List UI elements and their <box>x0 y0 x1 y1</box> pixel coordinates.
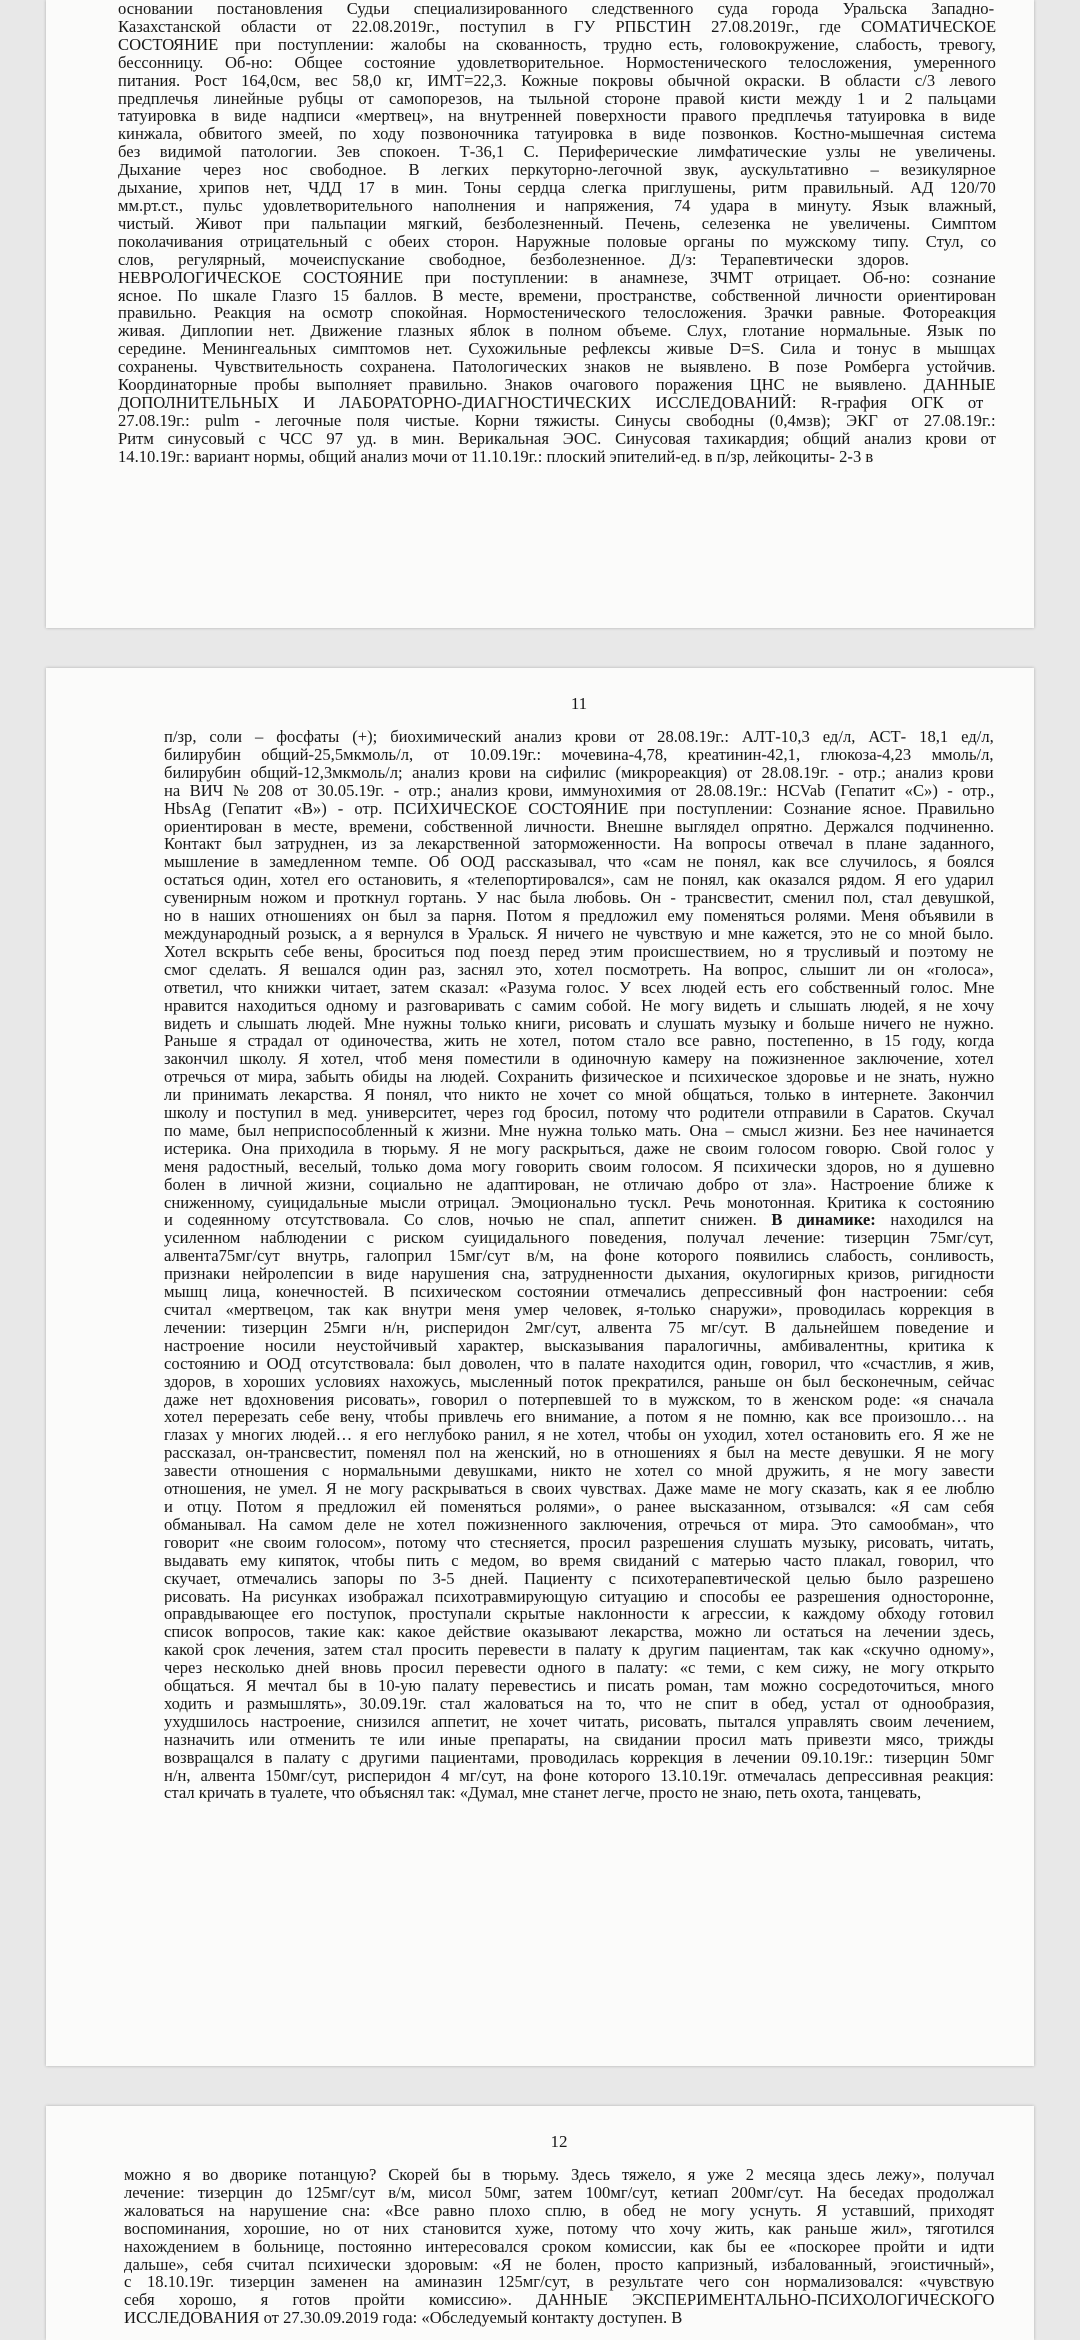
text-line: обманывал. На самом деле не хотел пожизненного заключения, отречься от мира. Это самообман», что <box>164 1515 994 1534</box>
page-text <box>118 0 996 466</box>
text-line: сувенирным ножом и проткнул гортань. У нас была любовь. Он - трансвестит, сменил пол, стал девушкой, <box>164 889 994 908</box>
text-line: на ВИЧ № 208 от 30.05.19г. - отр.; анализ крови, иммунохимия от 28.08.19г.: HCVab (Гепатит «С») - отр., <box>164 781 994 800</box>
text-line: какой срок лечения, затем стал просить перевести в палату к другим пациентам, так как «скучно одному», <box>164 1641 994 1660</box>
text-line: билирубин общий-25,5мкмоль/л, от 10.09.19г.: мочевина-4,78, креатинин-42,1, глюкоза-4,23 ммоль/л, <box>164 745 994 764</box>
text-line: НЕВРОЛОГИЧЕСКОЕ СОСТОЯНИЕ при поступлении: в анамнезе, ЗЧМТ отрицает. Об-но: сознание <box>118 268 996 287</box>
page-text <box>164 728 994 1802</box>
text-line: по маме, был неприспособленный к жизни. Мне нужна только мать. Она – смысл жизни. Без нее начинается <box>164 1121 994 1140</box>
text-line: видеть и слышать людей. Мне нужны только книги, рисовать и слушать музыку и больше ничего не нужно. <box>164 1014 994 1033</box>
text-line: алвента75мг/сут внутрь, галоприл 15мг/сут в/м, на фоне которого появились слабость, сонливость, <box>164 1247 994 1266</box>
text-line: глазах у многих людей… я его неглубоко ранил, я не хотел, чтобы он уходил, хотел остановить его. Я же не <box>164 1426 994 1445</box>
text-line: ИССЛЕДОВАНИЯ от 27.30.09.2019 года: «Обследуемый контакту доступен. В <box>124 2309 683 2328</box>
text-line: остаться один, хотел его остановить, я «телепортировался», сам не понял, как оказался рядом. Я его ударил <box>164 871 994 890</box>
text-line: и содеянному отсутствовала. Со слов, ночью не спал, аппетит снижен. В динамике: находился на <box>164 1211 994 1230</box>
text-line: сниженному, суицидальные мысли отрицал. Эмоционально тускл. Речь монотонная. Критика к состоянию <box>164 1193 994 1212</box>
text-line: ли принимать лекарства. Я понял, что никто не хочет со мной общаться, только в интернете. Закончил <box>164 1086 994 1105</box>
text-line: дальше», себя считал психически здоровым: «Я не болен, просто капризный, избалованный, эгоистичный», <box>124 2255 994 2274</box>
text-line: п/зр, соли – фосфаты (+); биохимический анализ крови от 28.08.19г.: АЛТ-10,3 ед/л, АСТ- 18,1 ед/л, <box>164 728 994 746</box>
text-line: кинжала, обвитого змеей, по ходу позвоночника татуировка в виде позвонков. Костно-мышечная система <box>118 125 996 144</box>
text-line: Координаторные пробы выполняет правильно. Знаков очагового поражения ЦНС не выявлено. ДАННЫЕ <box>118 376 996 394</box>
text-line: мышц лица, конечностей. В психическом состоянии отмечались депрессивный фон настроении: себя <box>164 1283 994 1301</box>
text-line: н/н, алвента 150мг/сут, рисперидон 4 мг/сут, на фоне которого 13.10.19г. отмечалась депрессивная реакция: <box>164 1766 994 1785</box>
text-line: Хотел вскрыть себе вены, броситься под поезд перед этим происшествием, но я трусливый и поэтому не <box>164 942 994 961</box>
text-line: ориентирован в месте, времени, собственной личности. Внешне выглядел опрятно. Держался подчиненно. <box>164 817 994 836</box>
text-line: выдавать ему кипяток, чтобы пить с медом, во время свиданий с матерью часто плакал, говорил, что <box>164 1551 994 1570</box>
text-line: общаться. Я мечтал бы в 10-ую палату перевестись и писать роман, там можно сосредоточиться, много <box>164 1677 994 1695</box>
text-line: говорит «не своим голосом», потому что стесняется, просил разрешения слушать музыку, рисовать, читать, <box>164 1533 994 1552</box>
text-line: предплечья линейные рубцы от самопорезов, на тыльной стороне правой кисти между 1 и 2 пальцами <box>118 89 996 108</box>
text-line: Ритм синусовый с ЧСС 97 уд. в мин. Верикальная ЭОС. Синусовая тахикардия; общий анализ крови от <box>118 429 996 448</box>
text-line: без видимой патологии. Зев спокоен. Т-36,1 С. Периферические лимфатические узлы не увеличены. <box>118 143 996 162</box>
text-line: ясное. По шкале Глазго 15 баллов. В месте, времени, пространстве, собственной личности ориентирован <box>118 286 996 305</box>
text-line: список вопросов, такие как: какое действие оказывают лекарства, можно ли остаться на лечении здесь, <box>164 1623 994 1642</box>
text-line: ухудшилось настроение, снизился аппетит, не хочет читать, рисовать, пытался управлять своим лечением, <box>164 1712 994 1731</box>
text-line: поколачивания отрицательный с обеих сторон. Наружные половые органы по мужскому типу. Стул, со <box>118 232 996 251</box>
text-line: HbsAg (Гепатит «В») - отр. ПСИХИЧЕСКОЕ СОСТОЯНИЕ при поступлении: Сознание ясное. Правильно <box>164 799 994 818</box>
text-line: рассказал, он-трансвестит, поменял пол на женский, но в отношениях я был на месте девушки. Я не могу <box>164 1444 994 1463</box>
text-line: лечение: тизерцин до 125мг/сут в/м, мисол 50мг, затем 100мг/сут, кетиап 200мг/сут. На беседах продолжал <box>124 2183 994 2202</box>
text-line: правильно. Реакция на осмотр спокойная. Нормостенического телосложения. Зрачки равные. Фотореакция <box>118 304 996 323</box>
text-line: настроение носили неустойчивый характер, высказывания паралогичны, амбивалентны, критика к <box>164 1336 994 1355</box>
text-line: даже нет вдохновения рисовать», говорил о потерпевшей то в мужском, то в женском роде: «я сначала <box>164 1390 994 1409</box>
text-line: ходить и размышлять», 30.09.19г. стал жаловаться на то, что не спит в обед, устал от однообразия, <box>164 1694 994 1713</box>
text-line: жаловаться на нарушение сна: «Все равно плохо сплю, в обед не могу уснуть. Я уставший, приходят <box>124 2201 994 2220</box>
text-line: Контакт был затруднен, из за лекарственной заторможенности. На вопросы отвечал в плане заданного, <box>164 835 994 854</box>
text-line: Казахстанской области от 22.08.2019г., поступил в ГУ РПБСТИН 27.08.2019г., где СОМАТИЧЕСКОЕ <box>118 17 996 36</box>
text-line: сохранены. Чувствительность сохранена. Патологических знаков не выявлено. В позе Ромберга устойчив. <box>118 358 996 377</box>
text-line: можно я во дворике потанцую? Скорей бы в тюрьму. Здесь тяжело, я уже 2 месяца здесь лежу», получал <box>124 2166 994 2184</box>
text-line: ДОПОЛНИТЕЛЬНЫХ И ЛАБОРАТОРНО-ДИАГНОСТИЧЕСКИХ ИССЛЕДОВАНИЙ: R-графия ОГК от <box>118 393 984 412</box>
text-line: основании постановления Судьи специализированного следственного суда города Уральска Западно- <box>118 0 995 18</box>
document-page-12 <box>46 2106 1034 2340</box>
text-line: международный розыск, а я вернулся в Уральск. Я ничего не чувствую и мне кажется, это не со мной было. <box>164 924 994 943</box>
text-line: лечении: тизерцин 25мги н/н, рисперидон 2мг/сут, алвента 75 мг/сут. В дальнейшем поведение и <box>164 1318 994 1337</box>
text-line: возвращался в палату с другими пациентами, проводилась коррекция в лечении 09.10.19г.: тизерцин 50мг <box>164 1748 994 1767</box>
text-line: отношения, не умел. Я не могу раскрываться в своих чувствах. Даже маме не могу сказать, как я ее люблю <box>164 1480 994 1498</box>
text-line: питания. Рост 164,0см, вес 58,0 кг, ИМТ=22,3. Кожные покровы обычной окраски. В области с/3 левого <box>118 71 996 90</box>
text-line: школу и поступил в мед. университет, через год бросил, потому что родители отправили в Саратов. Скучал <box>164 1104 994 1122</box>
text-line: Дыхание через нос свободное. В легких перкуторно-легочной звук, аускультативно – везикулярное <box>118 161 996 180</box>
text-line: мм.рт.ст., пульс удовлетворительного наполнения и напряжения, 74 удара в минуту. Язык влажный, <box>118 196 996 215</box>
page-number: 11 <box>570 694 588 713</box>
text-line: бессонницу. Об-но: Общее состояние удовлетворительное. Нормостенического телосложения, умеренного <box>118 53 996 72</box>
bold-phrase: В динамике: <box>771 1211 876 1230</box>
page-text <box>124 2166 994 2327</box>
text-line: себя хорошо, я готов пройти комиссию». ДАННЫЕ ЭКСПЕРИМЕНТАЛЬНО-ПСИХОЛОГИЧЕСКОГО <box>124 2291 994 2310</box>
text-line: рисовать. На рисунках изображал психотравмирующую ситуацию и способы ее разрешения односторонне, <box>164 1587 994 1606</box>
text-line: отречься от мира, забыть обиды на людей. Сохранить физическое и психическое здоровье и не знать, нужно <box>164 1068 994 1087</box>
text-line: состоянию и ООД отсутствовала: был доволен, что в палате находится один, говорил, что «счастлив, я жив, <box>164 1354 994 1373</box>
text-line: Раньше я страдал от одиночества, жить не хотел, потом стало все равно, постепенно, в 15 году, когда <box>164 1032 994 1051</box>
text-line: с 18.10.19г. тизерцин заменен на аминазин 125мг/сут, в результате чего сон нормализовался: «чувствую <box>124 2273 994 2292</box>
text-line: слов, регулярный, мочеиспускание свободное, безболезненное. Д/з: Терапевтически здоров. <box>118 250 909 269</box>
text-line: живая. Диплопии нет. Движение глазных яблок в полном объеме. Слух, глотание нормальные. Язык по <box>118 322 996 341</box>
text-line: середине. Менингеальных симптомов нет. Сухожильные рефлексы живые D=S. Сила и тонус в мышцах <box>118 340 996 359</box>
text-line: билирубин общий-12,3мкмоль/л; анализ крови на сифилис (микрореакция) от 28.08.19г. - отр.; анализ крови <box>164 763 994 782</box>
text-line: назначить или отменить те или иные препараты, на свидании просил мать привезти мясо, трижды <box>164 1730 994 1749</box>
text-line: дыхание, хрипов нет, ЧДД 17 в мин. Тоны сердца слегка приглушены, ритм правильный. АД 120/70 <box>118 179 996 197</box>
text-line: меня радостный, веселый, только дома могу говорить своим голосом. Я психически здоров, но я душевно <box>164 1157 994 1176</box>
page-number: 12 <box>550 2132 568 2151</box>
text-line: нахождением в больнице, постоянно интересовался сроком комиссии, как бы ее «поскорее пройти и идти <box>124 2237 994 2256</box>
document-page-top <box>46 0 1034 628</box>
text-line: но в наших отношениях он был за парня. Потом я предложил ему поменяться ролями. Меня объявили в <box>164 907 994 925</box>
text-line: скучает, отмечались запоры по 3-5 дней. Пациенту с психотерапевтической целью было разрешено <box>164 1569 994 1588</box>
text-line: считал «мертвецом, так как внутри меня умер человек, я-только снаружи», проводилась коррекция в <box>164 1301 994 1319</box>
text-line: чистый. Живот при пальпации мягкий, безболезненный. Печень, селезенка не увеличены. Симптом <box>118 214 996 233</box>
text-line: болен в личной жизни, социально не адаптирован, не отличаю добро от зла». Настроение ближе к <box>164 1175 994 1194</box>
text-line: татуировка в виде надписи «мертвец», на внутренней поверхности правого предплечья татуировка в виде <box>118 107 996 126</box>
text-line: нравится находиться одному и разговаривать с самим собой. Не могу видеть и слышать людей, я не хочу <box>164 996 994 1015</box>
text-line: через несколько дней вновь просил перевести одного в палату: «с теми, с кем сижу, не могу открыто <box>164 1659 994 1678</box>
text-line: воспоминания, хорошие, но от них становится хуже, потому что хочу жить, как раньше жил», тяготился <box>124 2219 994 2238</box>
text-line: признаки нейролепсии в виде нарушения сна, затрудненности дыхания, окулогирных кризов, ригидности <box>164 1265 994 1284</box>
text-line: и отцу. Потом я предложил ей поменяться ролями», о ранее высказанном, отзывался: «Я сам себя <box>164 1497 994 1516</box>
text-line: 27.08.19г.: pulm - легочные поля чистые. Корни тяжисты. Синусы свободны (0,4мзв); ЭКГ от 27.08.19г.: <box>118 411 996 430</box>
text-line: истерика. Она приходила в тюрьму. Я не могу раскрыться, даже не своим голосом говорю. Свой голос у <box>164 1139 994 1158</box>
text-line: ответил, что книжки читает, затем сказал: «Разума голос. У всех людей есть его собственный голос. Мне <box>164 978 994 997</box>
text-line: завести отношения с нормальными девушками, никто не хотел со мной дружить, я не могу завести <box>164 1462 994 1481</box>
text-line: закончил школу. Я хотел, чтоб меня поместили в одиночную камеру на пожизненное заключение, хотел <box>164 1050 994 1069</box>
text-line: хотел перерезать себе вену, чтобы привлечь его внимание, а потом я не помню, как все произошло… на <box>164 1408 994 1427</box>
document-page-11 <box>46 668 1034 2066</box>
text-line: усиленном наблюдении с риском суицидального поведения, получал лечение: тизерцин 75мг/сут, <box>164 1229 994 1248</box>
text-line: смог сделать. Я вешался один раз, заснял это, хотел посмотреть. На вопрос, слышит ли он «голоса», <box>164 960 994 979</box>
text-line: мышление в замедленном темпе. Об ООД рассказывал, что «сам не понял, как все случилось, я боялся <box>164 853 994 872</box>
text-line: СОСТОЯНИЕ при поступлении: жалобы на скованность, трудно есть, головокружение, слабость, тревогу, <box>118 35 996 54</box>
text-line: 14.10.19г.: вариант нормы, общий анализ мочи от 11.10.19г.: плоский эпителий-ед. в п/зр, лейкоциты- 2-3 в <box>118 447 874 466</box>
text-line: здоров, в хороших условиях нахожусь, мысленный поток прекратился, раньше он был бесконечным, сейчас <box>164 1372 994 1391</box>
text-line: оправдывающее его поступок, проступали скрытые наклонности к агрессии, к каждому обходу готовил <box>164 1605 994 1624</box>
text-line: стал кричать в туалете, что объяснял так: «Думал, мне станет легче, просто не знаю, петь охота, танцевать, <box>164 1784 922 1803</box>
